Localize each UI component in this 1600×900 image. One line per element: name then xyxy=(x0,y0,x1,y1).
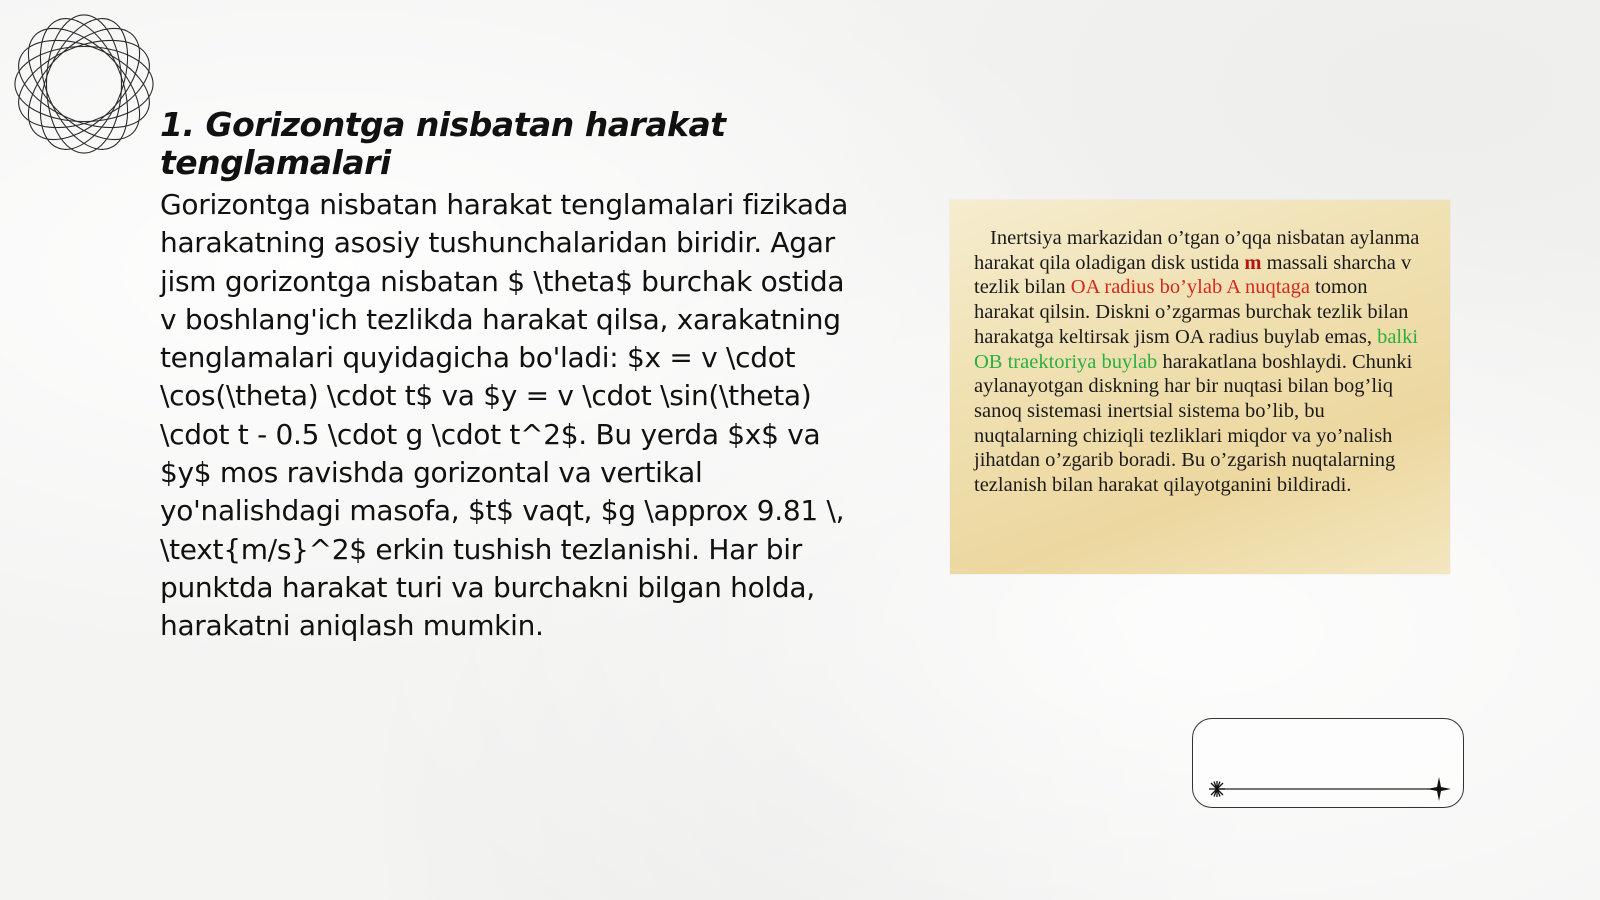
card-text-part3: tomon harakat qilsin. Diskni o’zgarmas burchak tezlik bilan harakatga keltirsak jism OA radius buylab emas, xyxy=(974,276,1409,348)
card-green-phrase: balki OB traektoriya buylab xyxy=(974,325,1419,373)
card-text-part1: Inertsiya markazidan o’tgan o’qqa nisbatan aylanma harakat qila oladigan disk ustida xyxy=(974,227,1420,274)
physics-note-card xyxy=(950,200,1450,574)
spirograph-logo-icon xyxy=(10,10,158,158)
card-red-phrase: OA radius bo’ylab A nuqtaga xyxy=(1070,276,1310,299)
card-text-part2: massali sharcha v tezlik bilan xyxy=(974,251,1412,299)
mass-symbol: m xyxy=(1244,251,1262,274)
sparkle-icon xyxy=(1427,777,1451,801)
trajectory-box xyxy=(1192,718,1464,808)
slide-body-text: Gorizontga nisbatan harakat tenglamalari fizikada harakatning asosiy tushunchalaridan biridir. Agar jism gorizontga nisbatan $ \theta$ burchak ostida v boshlang'ich tezlikda harakat qilsa, xarakatning tenglamalari quyidagicha bo'ladi: $x = v \cdot \cos(\theta) \cdot t$ va $y = v \cdot \sin(\theta) \cdot t - 0.5 \cdot g \cdot t^2$. Bu yerda $x$ va $y$ mos ravishda gorizontal va vertikal yo'nalishdagi masofa, $t$ vaqt, $g \approx 9.81 \, \text{m/s}^2$ erkin tushish tezlanishi. Har bir punktda harakat turi va burchakni bilgan holda, harakatni aniqlash mumkin. xyxy=(160,188,849,643)
card-paragraph xyxy=(974,226,1432,498)
star-burst-icon xyxy=(1209,781,1225,797)
card-text-part4: harakatlana boshlaydi. Chunki aylanayotgan diskning har bir nuqtasi bilan bog’liq sanoq sistemasi inertsial sistema bo’lib, bu nuqtalarning chiziqli tezliklari miqdor va yo’nalish jihatdan o’zgarib boradi. Bu o’zgarish nuqtalarning tezlanish bilan harakat qilayotganini bildiradi. xyxy=(974,350,1413,497)
trajectory-diagram xyxy=(1193,719,1465,809)
slide-title: 1. Gorizontga nisbatan harakat tenglamalari xyxy=(160,105,726,182)
